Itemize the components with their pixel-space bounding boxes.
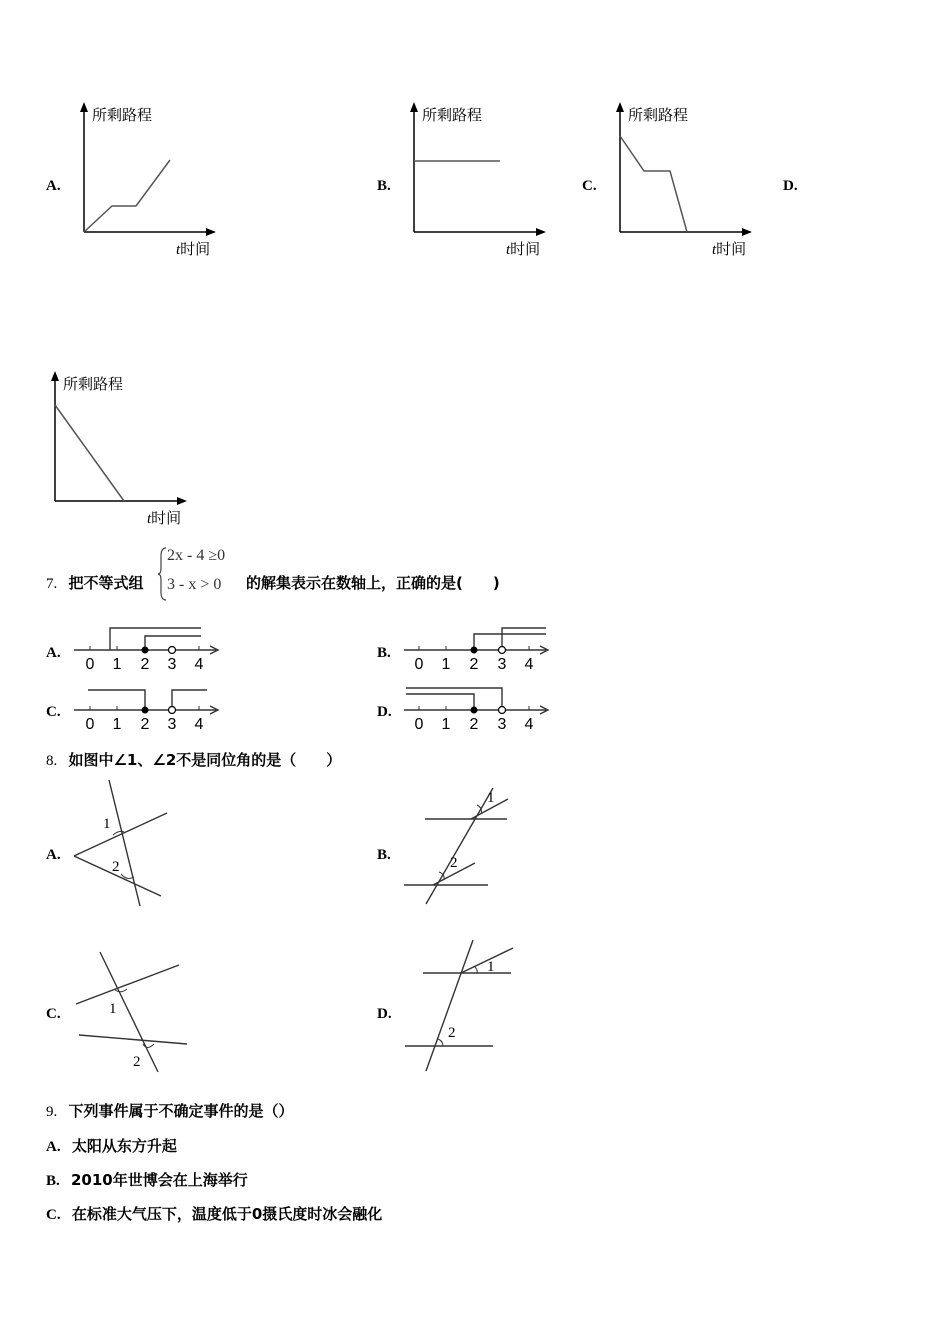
q6-graph-d-line	[55, 405, 124, 501]
q7-numberline-d	[400, 682, 560, 738]
q7-a-tick-0: 0	[85, 656, 95, 673]
q7-option-a-label: A.	[46, 645, 61, 661]
q6-graph-d-xvar: t	[147, 511, 152, 527]
q7-c-tick-0: 0	[85, 716, 95, 733]
q7-stem	[46, 572, 144, 593]
q7-b-tick-0: 0	[414, 656, 424, 673]
q9-option-b-label: B.	[46, 1173, 60, 1189]
q8-figure-a	[70, 778, 180, 913]
q8-option-b-label: B.	[377, 847, 391, 863]
q8-figure-b	[400, 784, 515, 909]
q7-c-tick-3: 3	[167, 716, 177, 733]
q6-graph-a-xvar: t	[176, 242, 181, 258]
q9-option-c-label: C.	[46, 1207, 61, 1223]
q6-graph-a-xlabel: 时间	[180, 240, 211, 258]
q6-graph-b	[400, 100, 560, 260]
q6-graph-d-ylabel: 所剩路程	[63, 375, 124, 393]
q9-option-c-text: 在标准大气压下，温度低于0摄氏度时冰会融化	[71, 1205, 383, 1223]
q6-graph-b-ylabel: 所剩路程	[422, 106, 483, 124]
q9-option-b-text: 2010年世博会在上海举行	[71, 1171, 248, 1189]
q7-numberline-c	[70, 682, 230, 738]
q7-text-before: 把不等式组	[68, 574, 144, 592]
q6-graph-a-ylabel: 所剩路程	[92, 106, 153, 124]
q7-d-tick-2: 2	[469, 716, 479, 733]
q8-b-angle2: 2	[450, 855, 458, 871]
q8-figure-d	[400, 938, 520, 1074]
q6-graph-c-line	[620, 136, 687, 232]
q9-option-c	[46, 1203, 382, 1224]
q9-stem	[46, 1100, 294, 1121]
q7-inequality-2: 3 - x > 0	[167, 576, 222, 593]
q8-c-angle2: 2	[133, 1054, 141, 1070]
q9-option-a-label: A.	[46, 1139, 61, 1155]
q6-option-d-label: D.	[783, 178, 798, 194]
q8-option-a-label: A.	[46, 847, 61, 863]
q6-graph-c-xvar: t	[712, 242, 717, 258]
q8-figure-c	[70, 948, 195, 1078]
q7-option-d-label: D.	[377, 704, 392, 720]
q9-text: 下列事件属于不确定事件的是（）	[68, 1102, 294, 1120]
q7-c-tick-2: 2	[140, 716, 150, 733]
q7-option-b-label: B.	[377, 645, 391, 661]
q7-d-tick-3: 3	[497, 716, 507, 733]
q6-graph-c-xlabel: 时间	[716, 240, 747, 258]
q8-d-angle2: 2	[448, 1025, 456, 1041]
q6-graph-c-ylabel: 所剩路程	[628, 106, 689, 124]
q8-option-c-label: C.	[46, 1006, 61, 1022]
q9-option-a-text: 太阳从东方升起	[71, 1137, 177, 1155]
q7-c-tick-1: 1	[112, 716, 122, 733]
q7-d-tick-1: 1	[441, 716, 451, 733]
q7-b-tick-3: 3	[497, 656, 507, 673]
q6-graph-b-xlabel: 时间	[510, 240, 541, 258]
q7-a-tick-1: 1	[112, 656, 122, 673]
q8-number: 8.	[46, 753, 58, 769]
q7-text-after: 的解集表示在数轴上，正确的是( )	[246, 574, 500, 592]
q7-numberline-b	[400, 622, 560, 678]
q7-a-tick-4: 4	[194, 656, 204, 673]
q7-number: 7.	[46, 576, 58, 592]
q7-b-tick-4: 4	[524, 656, 534, 673]
q9-number: 9.	[46, 1104, 58, 1120]
q8-d-angle1: 1	[487, 959, 495, 975]
q8-a-angle1: 1	[103, 816, 111, 832]
q7-option-c-label: C.	[46, 704, 61, 720]
q8-stem	[46, 749, 341, 770]
q8-a-angle2: 2	[112, 859, 120, 875]
q6-option-c-label: C.	[582, 178, 597, 194]
q6-option-b-label: B.	[377, 178, 391, 194]
q7-a-tick-3: 3	[167, 656, 177, 673]
q9-option-b	[46, 1169, 248, 1190]
q6-graph-d	[41, 369, 201, 529]
q6-graph-d-xlabel: 时间	[151, 509, 182, 527]
q8-text: 如图中∠1、∠2不是同位角的是（ ）	[68, 751, 342, 769]
q9-option-a	[46, 1135, 177, 1156]
q6-graph-a	[70, 100, 230, 260]
q7-d-tick-0: 0	[414, 716, 424, 733]
q8-b-angle1: 1	[487, 790, 495, 806]
q7-b-tick-2: 2	[469, 656, 479, 673]
q7-b-tick-1: 1	[441, 656, 451, 673]
q7-c-tick-4: 4	[194, 716, 204, 733]
q6-graph-a-line	[84, 160, 170, 232]
q6-graph-b-xvar: t	[506, 242, 511, 258]
q6-graph-c	[606, 100, 766, 260]
q8-c-angle1: 1	[109, 1001, 117, 1017]
q7-numberline-a	[70, 622, 230, 678]
q7-a-tick-2: 2	[140, 656, 150, 673]
q6-option-a-label: A.	[46, 178, 61, 194]
q7-inequality-1: 2x - 4 ≥0	[167, 547, 226, 564]
q8-option-d-label: D.	[377, 1006, 392, 1022]
q7-d-tick-4: 4	[524, 716, 534, 733]
